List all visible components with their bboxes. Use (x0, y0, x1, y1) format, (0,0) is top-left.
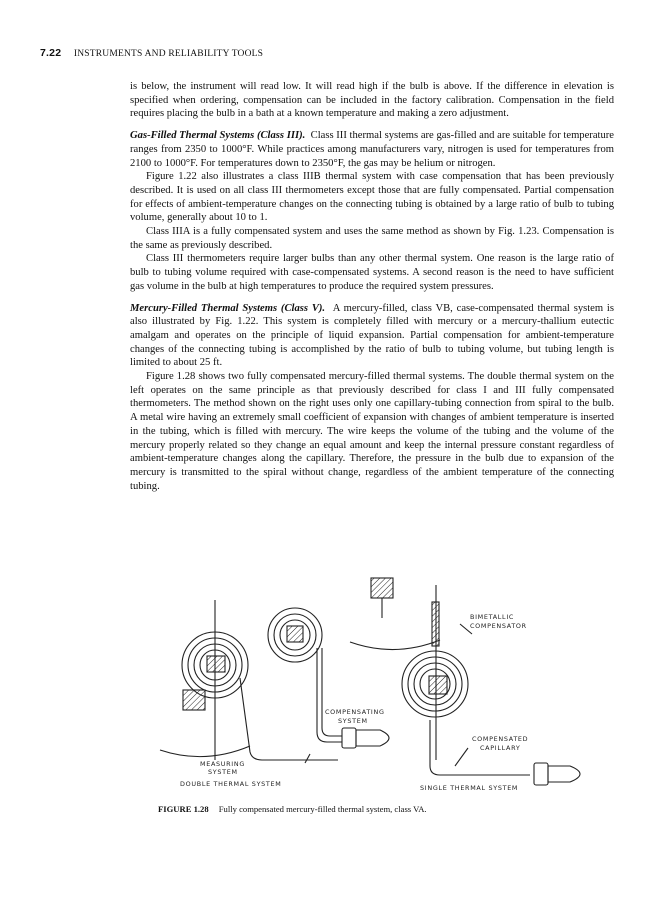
paragraph (130, 129, 614, 170)
caption-text: Fully compensated mercury-filled thermal system, class VA. (218, 804, 427, 814)
label-compensator: COMPENSATOR (470, 622, 527, 630)
label-bimetallic: BIMETALLIC (470, 613, 515, 621)
run-in-heading: Gas-Filled Thermal Systems (Class III). (130, 130, 306, 142)
right-single-system (350, 578, 580, 785)
thermal-system-diagram (150, 570, 600, 800)
label-system: SYSTEM (338, 717, 368, 725)
paragraph: Figure 1.22 also illustrates a class IIIB thermal system with case compensation that has been previously described. It is used on all class III thermometers except those that are fully compensated. Partial compensation for effects of ambient-temperature changes on the connecting tubing is obtained by a large ratio of bulb to tubing volume, generally about 10 to 1. (130, 171, 614, 224)
label-compensated: COMPENSATED (472, 735, 529, 743)
label-capillary: CAPILLARY (480, 744, 521, 752)
label-compensating: COMPENSATING (325, 708, 385, 716)
left-double-system (160, 600, 389, 763)
label-measuring-system: SYSTEM (208, 768, 238, 776)
paragraph-text: A mercury-filled, class VB, case-compensated thermal system is also illustrated by Fig. 1.22. This system is completely filled with mercury or a mercury-thallium eutectic amalgam and operates on the principle of liquid expansion. Partial compensation for ambient-temperature changes of the connecting tubing is accomplished by the ratio of bulb to tubing volume, but tubing length is limited to about 25 ft. (130, 302, 615, 369)
figure-1-28 (150, 570, 600, 800)
figure-labels (180, 613, 528, 792)
body-text (130, 80, 614, 493)
caption-number: FIGURE 1.28 (158, 804, 209, 814)
paragraph-text: Class III thermal systems are gas-filled and are suitable for temperature ranges from 2350 to 1000°F. While practices among manufacturers vary, nitrogen is used for temperatures from 2100 to 1000°F. For temperatures down to 2350°F, the gas may be helium or nitrogen. (130, 130, 615, 169)
running-header (40, 47, 630, 59)
page-number: 7.22 (40, 47, 62, 59)
label-measuring: MEASURING (200, 760, 246, 768)
running-title: INSTRUMENTS AND RELIABILITY TOOLS (73, 49, 264, 59)
paragraph: Figure 1.28 shows two fully compensated mercury-filled thermal systems. The double thermal system on the left operates on the same principle as that previously described for class I and III fully compensated thermometers. The method shown on the right uses only one capillary-tubing connection from spiral to the bulb. A metal wire having an extremely small coefficient of expansion with changes of ambient temperature is inserted in the tubing, which is filled with mercury. The wire keeps the volume of the tubing and the volume of the mercury properly related so they change an equal amount and keep the internal pressure constant regardless of ambient-temperature changes along the capillary. Therefore, the pressure in the bulb due to expansion of the mercury is transmitted to the spiral without change, regardless of the ambient temperature of the connecting tubing. (130, 371, 614, 492)
label-double-system: DOUBLE THERMAL SYSTEM (180, 780, 282, 788)
figure-caption (158, 804, 427, 814)
paragraph: Class IIIA is a fully compensated system and uses the same method as shown by Fig. 1.23. Compensation is the same as previously described. (130, 226, 614, 251)
paragraph: is below, the instrument will read low. It will read high if the bulb is above. If the difference in elevation is specified when ordering, compensation can be included in the factory calibration. Compensation in the field requires placing the bulb in a bath at a known temperature and making a zero adjustment. (130, 81, 614, 120)
paragraph (130, 302, 614, 371)
label-single-system: SINGLE THERMAL SYSTEM (420, 784, 519, 792)
paragraph: Class III thermometers require larger bulbs than any other thermal system. One reason is the large ratio of bulb to tubing volume required with case-compensated systems. A second reason is the need to have sufficient gas volume in the bulb at high temperatures to produce the required system pressures. (130, 253, 614, 292)
run-in-heading: Mercury-Filled Thermal Systems (Class V). (130, 302, 326, 314)
